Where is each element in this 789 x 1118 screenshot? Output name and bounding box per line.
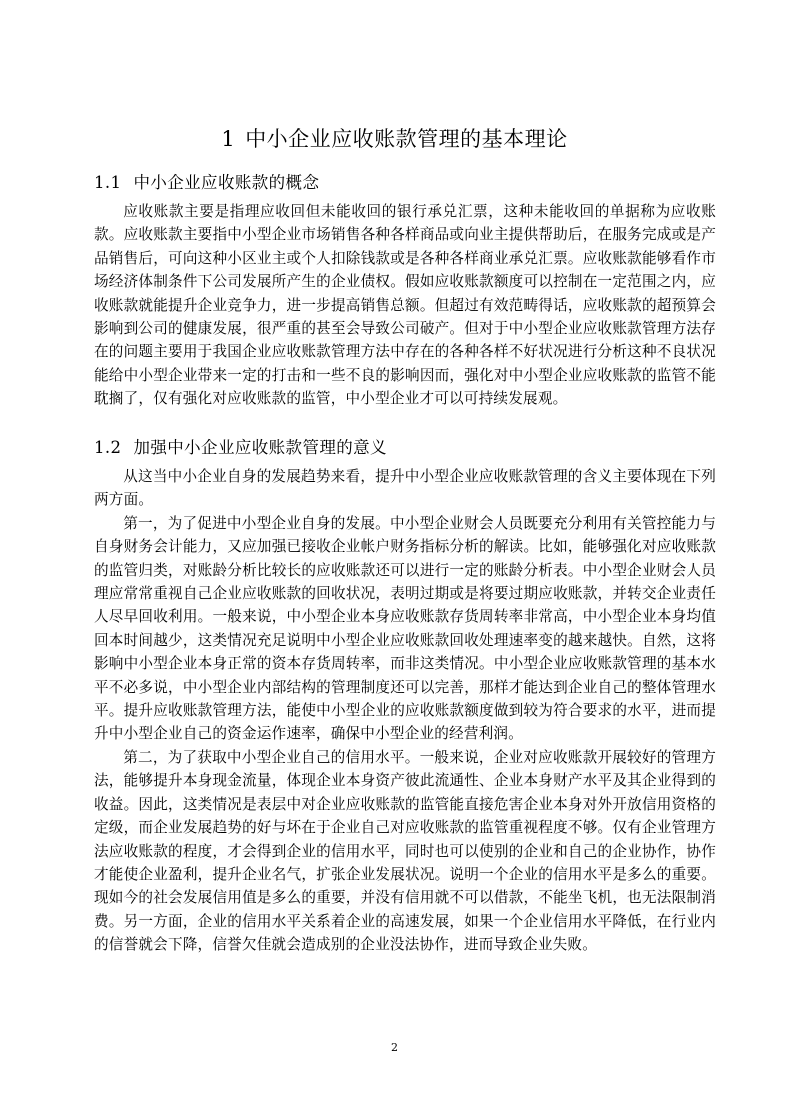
section-title-text: 中小企业应收账款的概念: [133, 173, 320, 192]
section-1-2: [94, 435, 716, 957]
paragraph: 应收账款主要是指理应收回但未能收回的银行承兑汇票，这种未能收回的单据称为应收账款。应收账款主要指中小型企业市场销售各种各样商品或向业主提供帮助后，在服务完成或是产品销售后，可向这种小区业主或个人扣除钱款或是各种各样商业承兑汇票。应收账款能够看作市场经济体制条件下公司发展所产生的企业债权。假如应收账款额度可以控制在一定范围之内，应收账款就能提升企业竞争力，进一步提高销售总额。但超过有效范畴得话，应收账款的超预算会影响到公司的健康发展，很严重的甚至会导致公司破产。但对于中小型企业应收账款管理方法存在的问题主要用于我国企业应收账款管理方法中存在的各种各样不好状况进行分析这种不良状况能给中小型企业带来一定的打击和一些不良的影响因而，强化对中小型企业应收账款的监管不能耽搁了，仅有强化对应收账款的监管，中小型企业才可以可持续发展观。: [94, 203, 716, 408]
paragraph: 第二，为了获取中小型企业自己的信用水平。一般来说，企业对应收账款开展较好的管理方法，能够提升本身现金流量，体现企业本身资产彼此流通性、企业本身财产水平及其企业得到的收益。因此，这类情况是表层中对企业应收账款的监管能直接危害企业本身对外开放信用资格的定级，而企业发展趋势的好与坏在于企业自己对应收账款的监管重视程度不够。仅有企业管理方法应收账款的程度，才会得到企业的信用水平，同时也可以使别的企业和自己的企业协作，协作才能使企业盈利，提升企业名气，扩张企业发展状况。说明一个企业的信用水平是多么的重要。现如今的社会发展信用值是多么的重要，并没有信用就不可以借款，不能坐飞机，也无法限制消费。另一方面，企业的信用水平关系着企业的高速发展，如果一个企业信用水平降低，在行业内的信誉就会下降，信誉欠佳就会造成别的企业没法协作，进而导致企业失败。: [94, 748, 716, 954]
section-title: [94, 435, 716, 461]
chapter-number: 1: [221, 127, 236, 151]
chapter-title: [0, 124, 789, 154]
section-number: 1.1: [94, 173, 122, 192]
paragraph: 从这当中小企业自身的发展趋势来看，提升中小型企业应收账款管理的含义主要体现在下列两方面。: [94, 468, 716, 509]
chapter-title-text: 中小企业应收账款管理的基本理论: [245, 127, 568, 151]
section-title: [94, 170, 716, 196]
page-number: 2: [391, 1041, 398, 1054]
section-1-1: [94, 170, 716, 411]
paragraph: 第一，为了促进中小型企业自身的发展。中小型企业财会人员既要充分利用有关管控能力与自身财务会计能力，又应加强已接收企业帐户财务指标分析的解读。比如，能够强化对应收账款的监管归类，对账龄分析比较长的应收账款还可以进行一定的账龄分析表。中小型企业财会人员理应常常重视自己企业应收账款的回收状况，表明过期或是将要过期应收账款，并转交企业责任人尽早回收利用。一般来说，中小型企业本身应收账款存货周转率非常高，中小型企业本身均值回本时间越少，这类情况充足说明中小型企业应收账款回收处理速率变的越来越快。自然，这将影响中小型企业本身正常的资本存货周转率，而非这类情况。中小型企业应收账款管理的基本水平不必多说，中小型企业内部结构的管理制度还可以完善，那样才能达到企业自己的整体管理水平。提升应收账款管理方法，能使中小型企业的应收账款额度做到较为符合要求的水平，进而提升中小型企业自己的资金运作速率，确保中小型企业的经营利润。: [94, 514, 716, 743]
section-title-text: 加强中小企业应收账款管理的意义: [133, 438, 387, 457]
section-number: 1.2: [94, 438, 122, 457]
